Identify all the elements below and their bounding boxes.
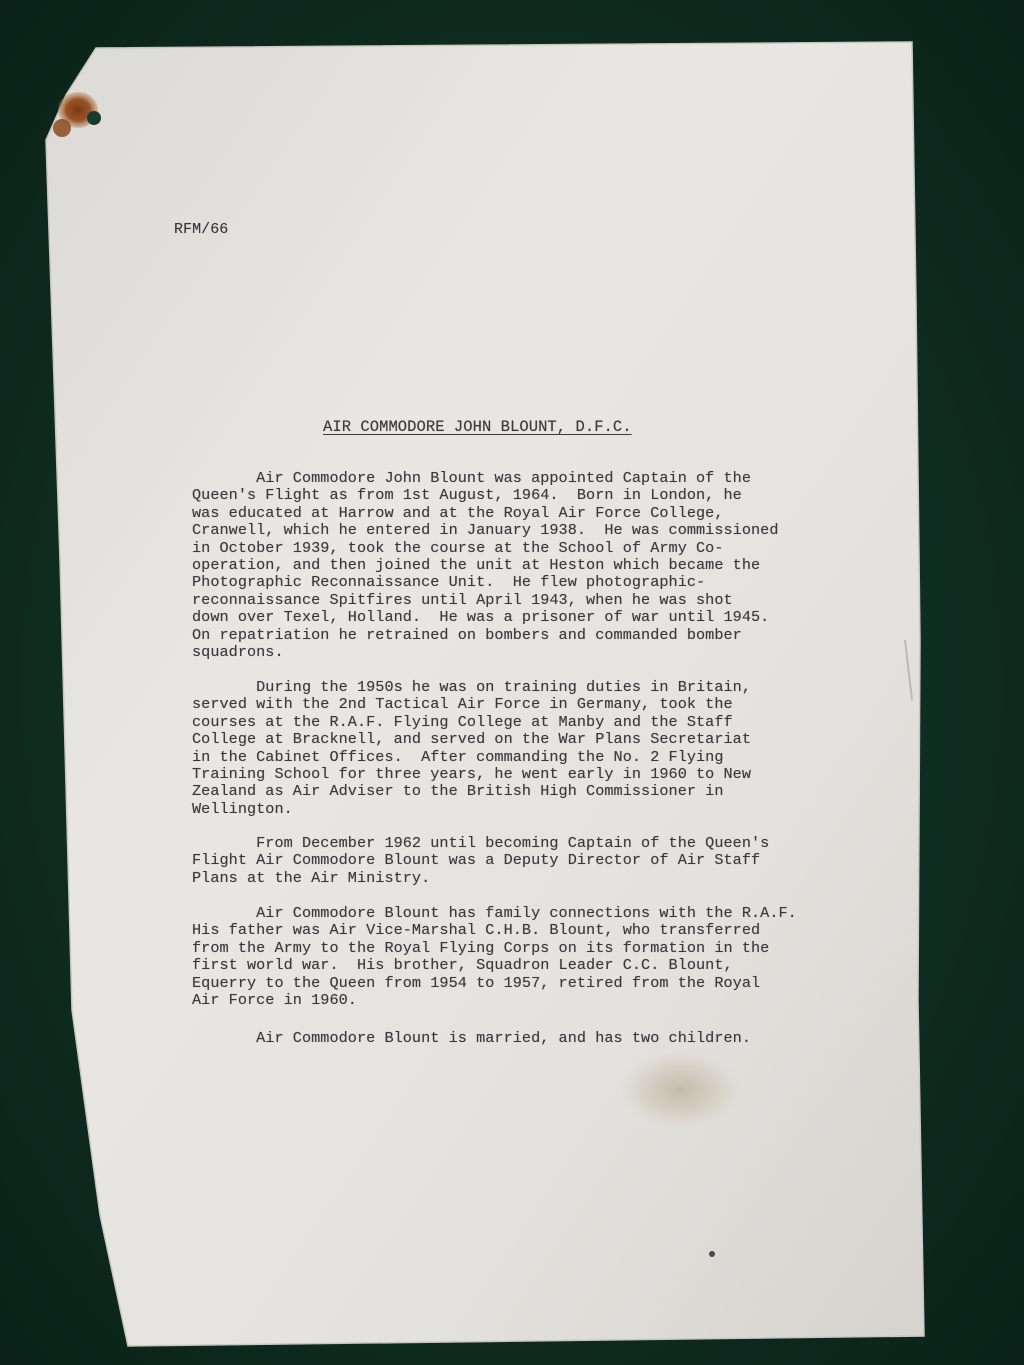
document-title: AIR COMMODORE JOHN BLOUNT, D.F.C. bbox=[323, 418, 632, 436]
paragraph-married: Air Commodore Blount is married, and has two children. bbox=[192, 1029, 752, 1047]
paragraph-career: Air Commodore John Blount was appointed Captain of the Queen's Flight as from 1st August, 1964. Born in London, he was educated at Harrow and at the Royal Air Force College, Cranwell, which he entered in January 1938. He was commissioned in October 1939, took the course at the School of Army Co- operation, and then joined the unit at Heston which became the Photographic Reconnaissance Unit. He flew photographic- reconnaissance Spitfires until April 1943, when he was shot down over Texel, Holland. He was a prisoner of war until 1945. On repatriation he retrained on bombers and commanded bomber squadrons. bbox=[192, 469, 779, 662]
water-stain bbox=[618, 1050, 742, 1130]
paragraph-air-ministry: From December 1962 until becoming Captain of the Queen's Flight Air Commodore Blount was a Deputy Director of Air Staff Plans at the Air Ministry. bbox=[192, 834, 770, 887]
paragraph-family: Air Commodore Blount has family connections with the R.A.F. His father was Air Vice-Marshal C.H.B. Blount, who transferred from the Army to the Royal Flying Corps on its formation in the first world war. His brother, Squadron Leader C.C. Blount, Equerry to the Queen from 1954 to 1957, retired from the Royal Air Force in 1960. bbox=[192, 904, 797, 1010]
paragraph-1950s: During the 1950s he was on training duties in Britain, served with the 2nd Tactical Air Force in Germany, took the courses at the R.A.F. Flying College at Manby and the Staff College at Bracknell, and served on the War Plans Secretariat in the Cabinet Offices. After commanding the No. 2 Flying Training School for three years, he went early in 1960 to New Zealand as Air Adviser to the British High Commissioner in Wellington. bbox=[192, 678, 752, 818]
punch-hole-icon bbox=[87, 111, 101, 125]
reference-number: RFM/66 bbox=[174, 221, 229, 238]
